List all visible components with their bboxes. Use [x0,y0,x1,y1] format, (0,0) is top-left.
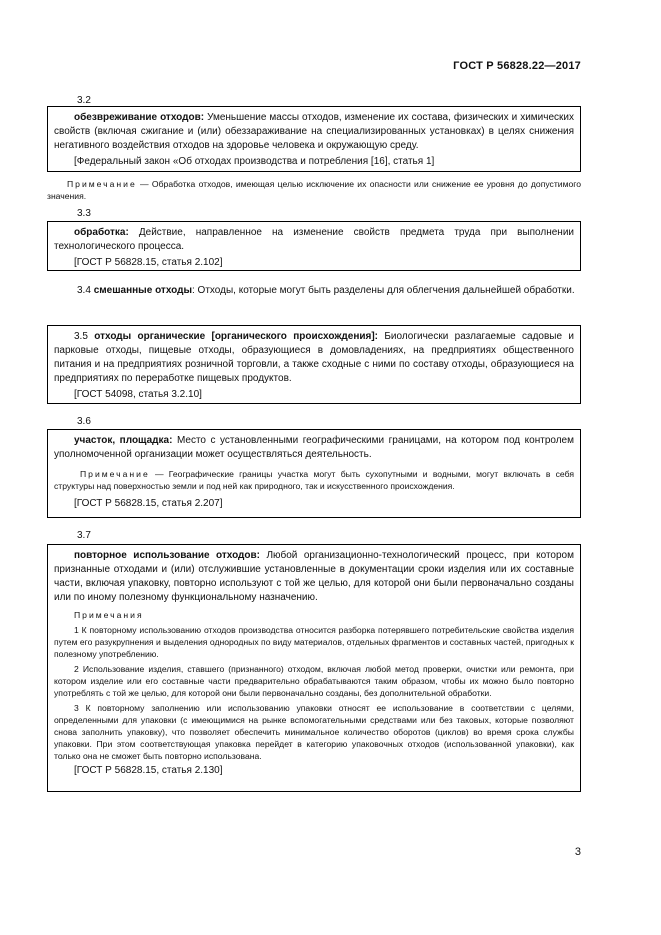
definition-box-3-5 [47,325,581,404]
definition-box-3-2 [47,106,581,172]
definition-3-5 [54,330,574,386]
source-reference-3-5: [ГОСТ 54098, статья 3.2.10] [74,389,202,400]
source-reference-3-7: [ГОСТ Р 56828.15, статья 2.130] [74,765,223,776]
note-2-3-7: 2 Использование изделия, ставшего (признанного) отходом, включая любой метод проверки, очистки или ремонта, при котором изделие или его составные части предварительно обрабатываются таким образом, чтобы их можно было повторно употреблять с той же целью, для которой они были первоначально созданы, без дополнительной обработки. [54,664,574,698]
definition-box-3-3 [47,221,581,271]
source-reference-3-3: [ГОСТ Р 56828.15, статья 2.102] [74,257,223,268]
definition-text-3-6: Место с установленными географическими границами, на котором под контролем уполномоченной организации может осуществляться деятельность. [54,435,574,460]
definition-text-3-2: Уменьшение массы отходов, изменение их состава, физических и химических свойств (включая сжигание и (или) обеззараживание на специализированных установках) в целях снижения негативного воздействия отходов на здоровье человека и окружающую среду. [54,112,574,151]
note-3-3-7: 3 К повторному заполнению или использованию упаковки относят ее использование в соответствии с целями, определенными для упаковки (с имеющимися на рынке вспомогательными средствами или без таковых, которые позволяют снова заполнить упаковку), что позволяет обеспечить минимальное количество оборотов (циклов) во время срока службы упаковки. При этом соответствующая упаковка перейдет в категорию упаковочных отходов (использованной упаковки), как только она не сможет быть повторно использована. [54,703,574,761]
section-number-3-7: 3.7 [77,530,91,541]
source-reference-3-2: [Федеральный закон «Об отходах производства и потребления [16], статья 1] [74,156,435,167]
document-code-header: ГОСТ Р 56828.22—2017 [453,60,581,72]
definition-3-3 [54,226,574,254]
notes-label-3-7: Примечания [74,610,144,620]
note-text-3-6: — Географические границы участка могут быть сухопутными и водными, могут включать в себя структуры над поверхностью земли и под ней как природного, так и искусственного происхождения. [54,469,574,491]
definition-text-3-5: Биологически разлагаемые садовые и парковые отходы, пищевые отходы, образующиеся в домовладениях, на предприятиях общественного питания и на предприятиях розничной торговли, а также сходные с ними по составу отходы, образующиеся на предприятиях по переработке пищевых продуктов. [54,331,574,384]
definition-3-7 [54,549,574,605]
note-3-6 [54,468,574,492]
note-text-3-2: — Обработка отходов, имеющая целью исключение их опасности или снижение ее уровня до допустимого значения. [47,179,581,201]
definition-text-3-4: : Отходы, которые могут быть разделены для облегчения дальнейшей обработки. [192,285,575,296]
note-1-3-7: 1 К повторному использованию отходов производства относится разборка потерявшего потребительские свойства изделия путем его разукрупнения и выделения однородных по виду материалов, отдельных фрагментов и составных частей, пригодных к полезному употреблению. [54,625,574,659]
section-number-3-3: 3.3 [77,208,91,219]
section-number-3-5: 3.5 [74,331,88,342]
definition-box-3-6 [47,429,581,518]
definition-text-3-7: Любой организационно-технологический процесс, при котором признанные отходами и (или) отслужившие установленные в документации сроки изделия или их составные части, включая упаковку, повторно используют с той же целью, для которой они были первоначально созданы или по иному полезному функциональному назначению. [54,550,574,603]
section-number-3-6: 3.6 [77,416,91,427]
definition-text-3-3: Действие, направленное на изменение свойств предмета труда при выполнении технологического процесса. [54,227,574,252]
note-label-3-2: Примечание [67,179,137,189]
definition-3-4 [47,284,581,298]
term-3-6: участок, площадка: [74,435,173,446]
note-label-3-6: Примечание [80,469,150,479]
term-3-3: обработка: [74,227,129,238]
source-reference-3-6: [ГОСТ Р 56828.15, статья 2.207] [74,498,223,509]
section-number-3-2: 3.2 [77,95,91,106]
definition-3-2 [54,111,574,153]
page-number: 3 [574,846,581,858]
definition-3-6 [54,434,574,462]
term-3-4: смешанные отходы [93,285,192,296]
note-3-2 [47,178,581,202]
definition-box-3-7 [47,544,581,792]
term-3-7: повторное использование отходов: [74,550,260,561]
term-3-5: отходы органические [органического происхождения]: [94,331,379,342]
term-3-2: обезвреживание отходов: [74,112,205,123]
section-number-3-4: 3.4 [77,285,91,296]
